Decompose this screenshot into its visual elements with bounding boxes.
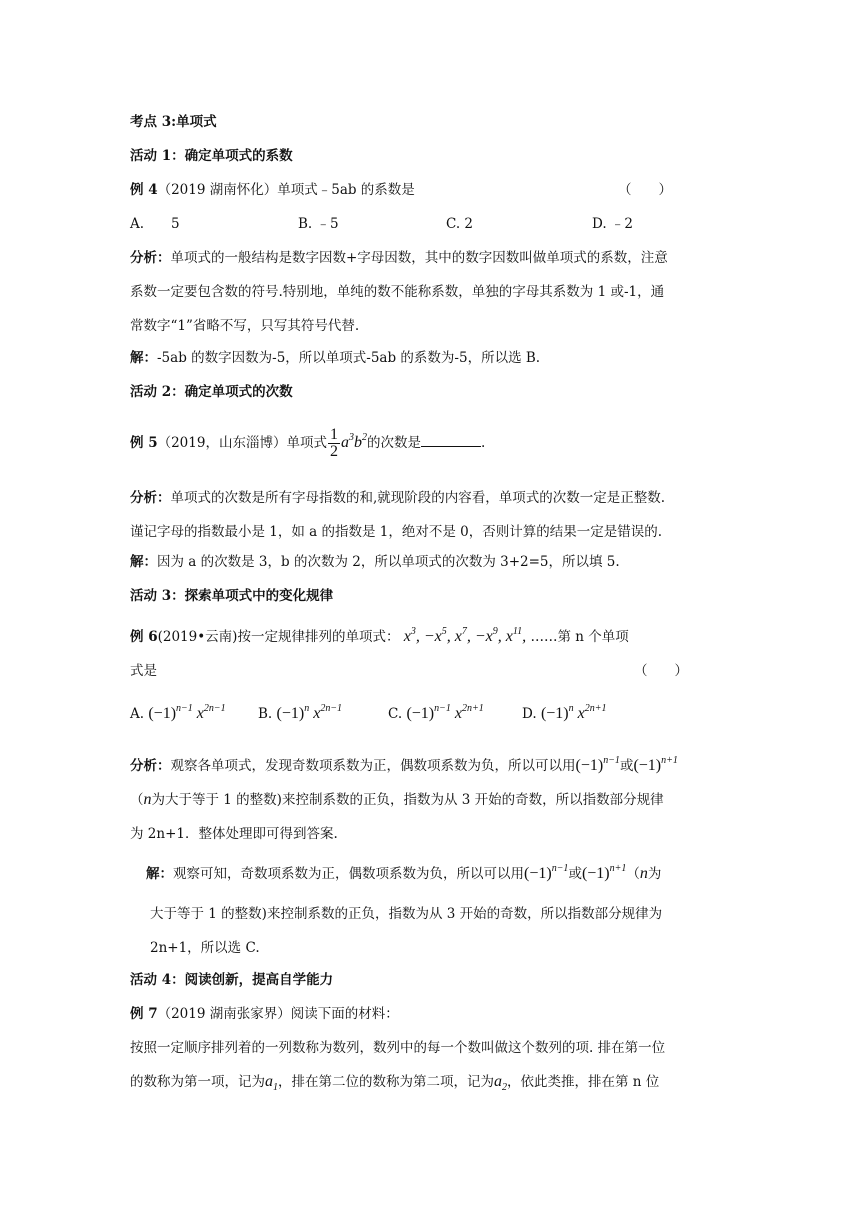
option-a: A. 5	[130, 216, 180, 232]
activity-1-title: 活动 1：确定单项式的系数	[130, 148, 293, 164]
monomial-sequence: $x^3$, $-x^5$, $x^7$, $-x^9$, $x^{11}$,	[403, 626, 527, 645]
section-heading: 考点 3:单项式	[130, 114, 217, 130]
analysis-6-line3: 为 2n+1．整体处理即可得到答案.	[130, 826, 338, 842]
solution-4: 解：-5ab 的数字因数为-5，所以单项式-5ab 的系数为-5，所以选 B.	[130, 350, 541, 366]
option-c: C. $(-1)^{n-1}$ $x^{2n+1}$	[388, 703, 484, 722]
solution-6-line3: 2n+1，所以选 C.	[150, 940, 260, 956]
solution-label: 解：	[130, 350, 157, 366]
example-7-line2: 的数称为第一项，记为$a_1$，排在第二位的数称为第二项，记为$a_2$，依此类推，排在第 n 位	[130, 1073, 660, 1093]
analysis-6-line1: 分析：观察各单项式，发现奇数项系数为正，偶数项系数为负，所以可以用$(-1)^{n-1}$或$(-1)^{n+1}$	[130, 755, 678, 774]
option-b: B. ﹣5	[298, 216, 339, 232]
example-6: 例 6(2019•云南)按一定规律排列的单项式： $x^3$, $-x^5$, $x^7$, $-x^9$, $x^{11}$, ……第 n 个单项	[130, 626, 629, 645]
analysis-5-line2: 谨记字母的指数最小是 1，如 a 的指数是 1，绝对不是 0，否则计算的结果一定是错误的.	[130, 524, 663, 540]
activity-4-title: 活动 4：阅读创新，提高自学能力	[130, 972, 334, 988]
option-d: D. $(-1)^n$ $x^{2n+1}$	[522, 703, 607, 722]
example-6-options	[130, 703, 607, 724]
analysis-4-line1: 分析：单项式的一般结构是数字因数+字母因数，其中的数字因数叫做单项式的系数，注意	[130, 250, 668, 266]
fraction-one-half: $\frac{1}{2}$	[329, 426, 338, 460]
option-a: A. $(-1)^{n-1}$ $x^{2n-1}$	[130, 703, 226, 722]
example-7: 例 7（2019 湖南张家界）阅读下面的材料：	[130, 1006, 399, 1022]
example-4	[130, 180, 672, 200]
analysis-6-line2: （n为大于等于 1 的整数)来控制系数的正负，指数为从 3 开始的奇数，所以指数部分规律	[130, 791, 664, 808]
solution-6-line2: 大于等于 1 的整数)来控制系数的正负，指数为从 3 开始的奇数，所以指数部分规律为	[150, 906, 663, 922]
answer-blank	[421, 432, 481, 447]
analysis-4-line2: 系数一定要包含数的符号.特别地，单纯的数不能称系数，单独的字母其系数为 1 或-1，通	[130, 284, 665, 300]
example-5: 例 5（2019，山东淄博）单项式 $\frac{1}{2}$ $a^3b^2$的次数是 .	[130, 426, 486, 460]
solution-6-line1: 解：观察可知，奇数项系数为正，偶数项系数为负，所以可以用$(-1)^{n-1}$或$(-1)^{n+1}(n$为	[146, 863, 662, 882]
analysis-4-line3: 常数字“1”省略不写，只写其符号代替.	[130, 318, 360, 334]
example-7-line1: 按照一定顺序排列着的一列数称为数列，数列中的每一个数叫做这个数列的项. 排在第一位	[130, 1040, 666, 1056]
solution-5: 解：因为 a 的次数是 3，b 的次数为 2，所以单项式的次数为 3+2=5，所以填 5.	[130, 554, 620, 570]
activity-2-title: 活动 2：确定单项式的次数	[130, 384, 293, 400]
option-b: B. $(-1)^n$ $x^{2n-1}$	[258, 703, 343, 722]
example-4-paren: （ ）	[618, 182, 672, 198]
example-4-label: 例 4	[130, 182, 158, 198]
analysis-5-line1: 分析：单项式的次数是所有字母指数的和,就现阶段的内容看，单项式的次数一定是正整数.	[130, 490, 666, 506]
option-c: C. 2	[446, 216, 474, 232]
example-4-text: （2019 湖南怀化）单项式﹣5ab 的系数是	[157, 182, 415, 198]
example-6-label: 例 6	[130, 629, 158, 645]
example-5-label: 例 5	[130, 435, 158, 451]
monomial-a3b2: $a^3b^2$	[340, 432, 367, 451]
example-7-label: 例 7	[130, 1006, 158, 1022]
analysis-label: 分析：	[130, 250, 171, 266]
example-6-line2: 式是 （ ）	[130, 663, 688, 679]
example-6-paren: （ ）	[634, 663, 688, 679]
activity-3-title: 活动 3：探索单项式中的变化规律	[130, 588, 334, 604]
option-d: D. ﹣2	[592, 216, 634, 232]
